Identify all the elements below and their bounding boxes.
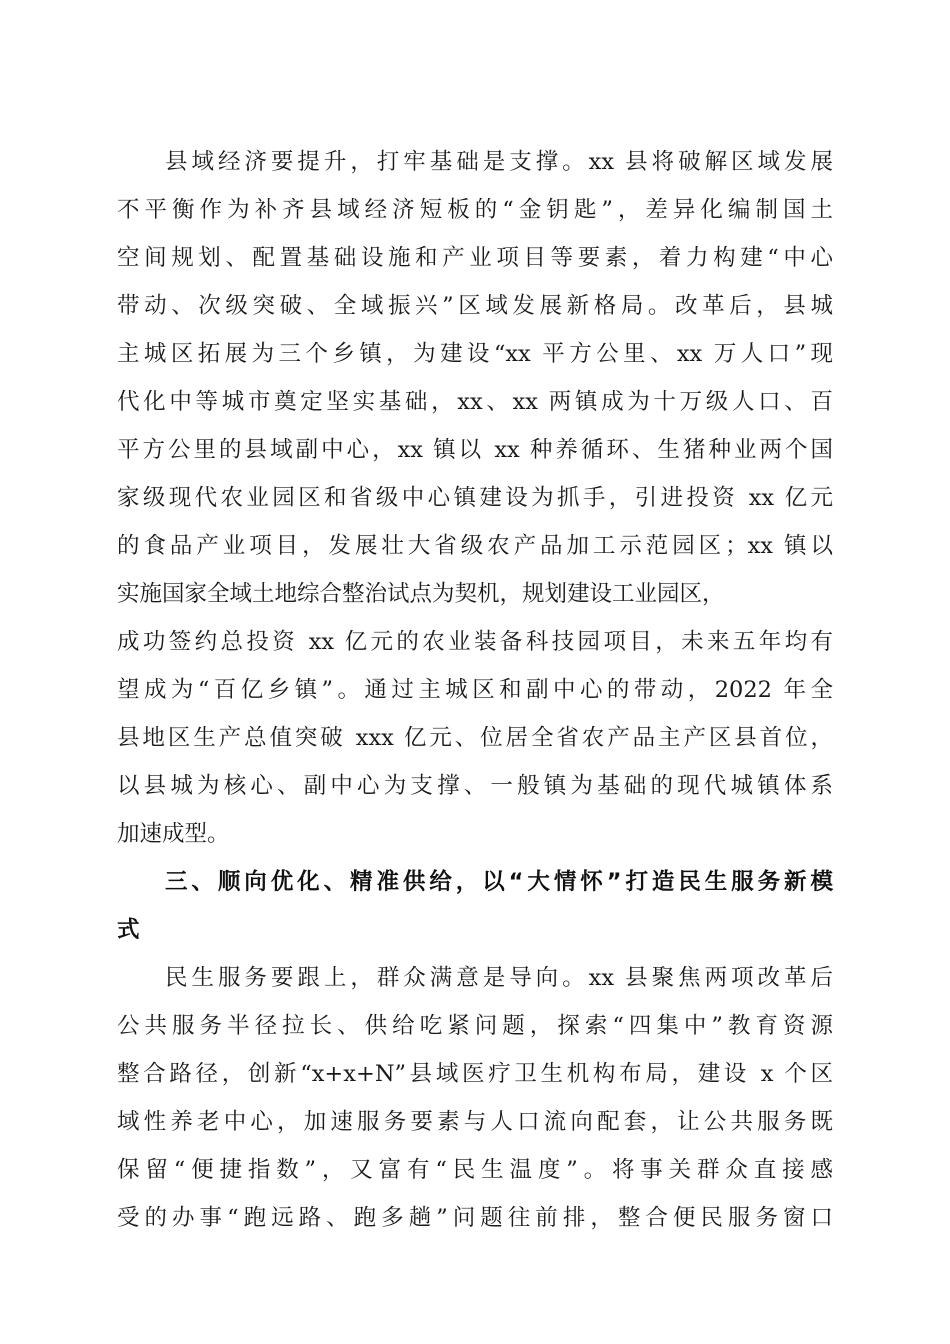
paragraph-1-line: 的食品产业项目，发展壮大省级农产品加工示范园区；xx 镇以	[117, 533, 833, 559]
paragraph-1-line: 代化中等城市奠定坚实基础，xx、xx 两镇成为十万级人口、百	[117, 389, 833, 415]
paragraph-1-line: 主城区拓展为三个乡镇，为建设“xx 平方公里、xx 万人口”现	[117, 341, 833, 367]
paragraph-1-line: 不平衡作为补齐县域经济短板的“金钥匙”，差异化编制国土	[117, 197, 833, 223]
paragraph-2-line: 域性养老中心，加速服务要素与人口流向配套，让公共服务既	[117, 1109, 833, 1135]
paragraph-1-line: 带动、次级突破、全域振兴”区域发展新格局。改革后，县城	[117, 293, 833, 319]
paragraph-1-line: 县域经济要提升，打牢基础是支撑。xx 县将破解区域发展	[165, 149, 833, 175]
paragraph-1-line: 县地区生产总值突破 xxx 亿元、位居全省农产品主产区县首位，	[117, 725, 833, 751]
paragraph-1-line: 望成为“百亿乡镇”。通过主城区和副中心的带动，2022 年全	[117, 677, 833, 703]
paragraph-2-line: 保留“便捷指数”，又富有“民生温度”。将事关群众直接感	[117, 1157, 833, 1183]
paragraph-2-line: 公共服务半径拉长、供给吃紧问题，探索“四集中”教育资源	[117, 1013, 833, 1039]
paragraph-1-line: 家级现代农业园区和省级中心镇建设为抓手，引进投资 xx 亿元	[117, 485, 833, 511]
section-heading-line: 三、顺向优化、精准供给，以“大情怀”打造民生服务新模	[165, 869, 833, 895]
paragraph-1-line: 空间规划、配置基础设施和产业项目等要素，着力构建“中心	[117, 245, 833, 271]
paragraph-1-line: 实施国家全域土地综合整治试点为契机，规划建设工业园区，	[117, 581, 725, 607]
paragraph-1-line: 平方公里的县域副中心，xx 镇以 xx 种养循环、生猪种业两个国	[117, 437, 833, 463]
paragraph-1-line: 以县城为核心、副中心为支撑、一般镇为基础的现代城镇体系	[117, 773, 833, 799]
paragraph-1-line: 成功签约总投资 xx 亿元的农业装备科技园项目，未来五年均有	[117, 629, 833, 655]
paragraph-1-line: 加速成型。	[117, 821, 230, 847]
paragraph-2-line: 民生服务要跟上，群众满意是导向。xx 县聚焦两项改革后	[165, 965, 833, 991]
paragraph-2-line: 整合路径，创新“x+x+N”县域医疗卫生机构布局，建设 x 个区	[117, 1061, 833, 1087]
paragraph-2-line: 受的办事“跑远路、跑多趟”问题往前排，整合便民服务窗口	[117, 1205, 833, 1231]
section-heading-line: 式	[117, 917, 140, 943]
